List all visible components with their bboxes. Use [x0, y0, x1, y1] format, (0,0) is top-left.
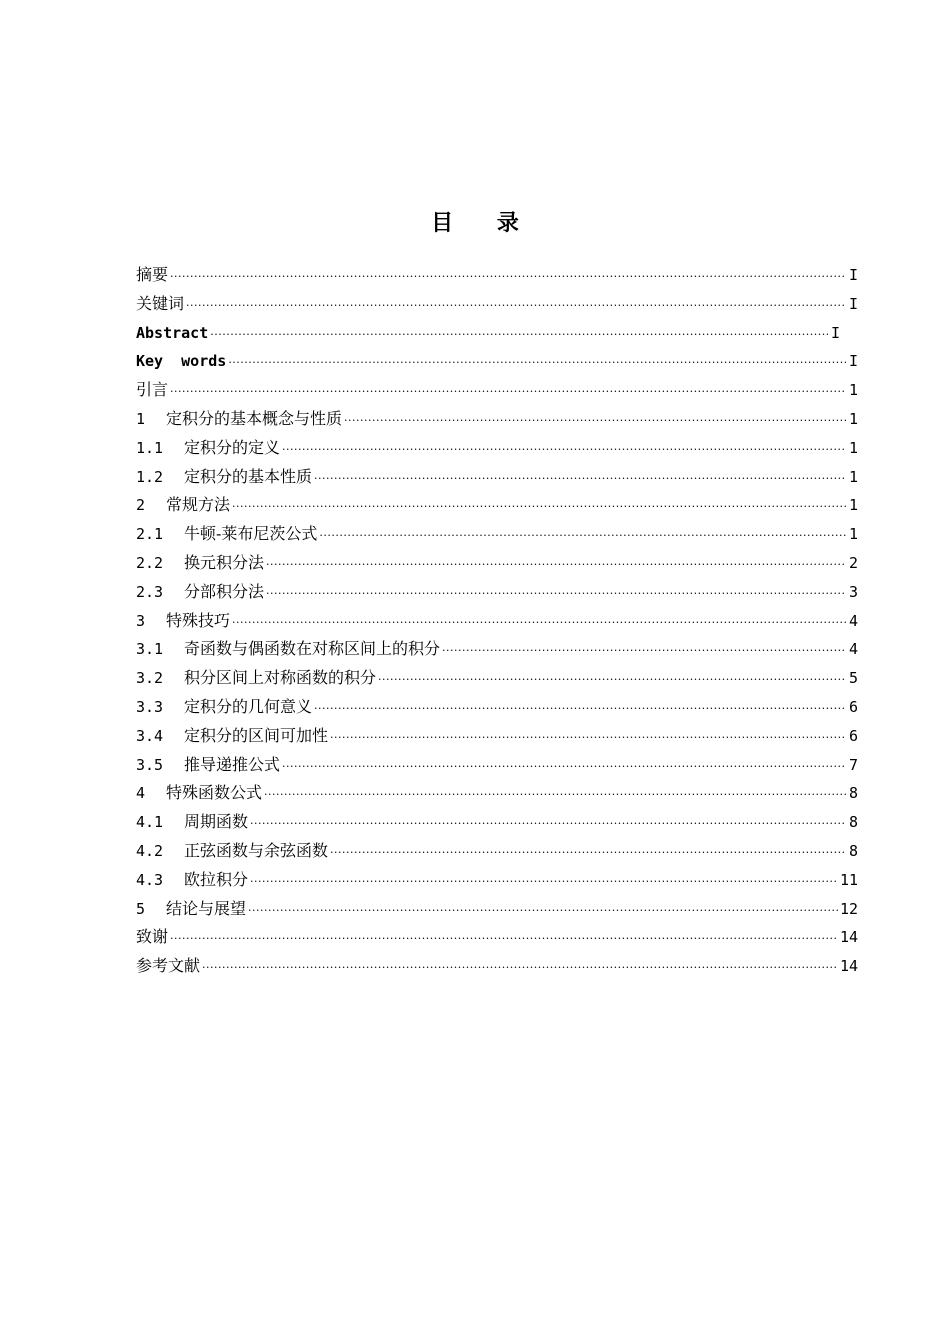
- toc-leader-dots: [378, 666, 846, 695]
- toc-entry-number: 4.1: [136, 813, 164, 832]
- toc-entry-label: 欧拉积分: [184, 869, 249, 889]
- toc-entry-number: 4: [136, 784, 146, 803]
- toc-entry-label: 特殊函数公式: [166, 783, 263, 803]
- toc-leader-dots: [186, 292, 846, 321]
- toc-entry-page: 4: [848, 640, 858, 659]
- toc-leader-dots: [330, 839, 846, 868]
- toc-entry-page: 14: [839, 957, 858, 976]
- toc-entry-label: Key words: [136, 352, 227, 371]
- toc-leader-dots: [228, 349, 846, 378]
- toc-entry-label: 常规方法: [166, 495, 231, 515]
- toc-entry-label: 特殊技巧: [166, 610, 231, 630]
- toc-entry-section-4-3[interactable]: [136, 866, 858, 895]
- toc-leader-dots: [314, 695, 846, 724]
- toc-leader-dots: [344, 407, 846, 436]
- toc-entry-number: 3.5: [136, 755, 164, 774]
- toc-entry-page: I: [830, 323, 840, 342]
- toc-entry-page: 6: [848, 697, 858, 716]
- toc-entry-number: 2.2: [136, 553, 164, 572]
- toc-entry-label: 定积分的基本性质: [184, 466, 313, 486]
- toc-entry-number: 1.1: [136, 438, 164, 457]
- toc-entry-label: Abstract: [136, 323, 209, 342]
- table-of-contents: [136, 261, 858, 981]
- toc-entry-section-2-1[interactable]: [136, 520, 858, 549]
- toc-entry-introduction[interactable]: [136, 376, 858, 405]
- toc-leader-dots: [264, 781, 846, 810]
- toc-leader-dots: [330, 724, 846, 753]
- toc-entry-label: 奇函数与偶函数在对称区间上的积分: [184, 639, 441, 659]
- toc-entry-page: 12: [839, 899, 858, 918]
- toc-leader-dots: [266, 580, 846, 609]
- toc-entry-label: 推导递推公式: [184, 754, 281, 774]
- toc-entry-page: 11: [839, 870, 858, 889]
- toc-entry-number: 3.1: [136, 640, 164, 659]
- toc-entry-page: 1: [848, 467, 858, 486]
- toc-entry-chapter-1[interactable]: [136, 405, 858, 434]
- toc-entry-chapter-2[interactable]: [136, 491, 858, 520]
- toc-entry-number: 1: [136, 409, 146, 428]
- toc-entry-page: 2: [848, 553, 858, 572]
- toc-leader-dots: [232, 493, 846, 522]
- toc-entry-section-3-2[interactable]: [136, 664, 858, 693]
- toc-entry-page: 4: [848, 611, 858, 630]
- toc-entry-label: 引言: [136, 380, 169, 400]
- toc-entry-section-2-3[interactable]: [136, 578, 858, 607]
- toc-leader-dots: [266, 551, 846, 580]
- toc-entry-number: 3.3: [136, 697, 164, 716]
- toc-leader-dots: [232, 609, 846, 638]
- toc-entry-number: 3.4: [136, 726, 164, 745]
- toc-entry-keywords-cn[interactable]: [136, 290, 858, 319]
- toc-entry-label: 定积分的区间可加性: [184, 725, 329, 745]
- toc-entry-label: 积分区间上对称函数的积分: [184, 668, 377, 688]
- toc-entry-section-3-1[interactable]: [136, 635, 858, 664]
- toc-entry-section-4-2[interactable]: [136, 837, 858, 866]
- toc-leader-dots: [319, 522, 846, 551]
- toc-leader-dots: [314, 465, 846, 494]
- toc-entry-label: 分部积分法: [184, 581, 265, 601]
- toc-entry-section-3-4[interactable]: [136, 722, 858, 751]
- toc-entry-number: 5: [136, 899, 146, 918]
- toc-leader-dots: [282, 753, 846, 782]
- toc-entry-page: I: [848, 294, 858, 313]
- toc-entry-page: 1: [848, 525, 858, 544]
- toc-entry-page: 8: [848, 784, 858, 803]
- toc-entry-label: 结论与展望: [166, 898, 247, 918]
- toc-leader-dots: [170, 263, 846, 292]
- toc-entry-number: 2.1: [136, 525, 164, 544]
- toc-entry-abstract-cn[interactable]: [136, 261, 858, 290]
- toc-entry-number: 4.3: [136, 870, 164, 889]
- toc-entry-acknowledgements[interactable]: [136, 923, 858, 952]
- toc-entry-section-1-2[interactable]: [136, 463, 858, 492]
- toc-title: 目 录: [431, 211, 537, 236]
- toc-entry-keywords-en[interactable]: [136, 347, 858, 376]
- toc-entry-page: 6: [848, 726, 858, 745]
- toc-leader-dots: [250, 810, 846, 839]
- toc-entry-page: I: [848, 266, 858, 284]
- toc-entry-label: 致谢: [136, 927, 169, 947]
- toc-leader-dots: [282, 436, 846, 465]
- toc-entry-number: 4.2: [136, 841, 164, 860]
- toc-leader-dots: [202, 954, 838, 983]
- toc-entry-page: 1: [848, 496, 858, 515]
- toc-entry-number: 2: [136, 496, 146, 515]
- toc-entry-section-4-1[interactable]: [136, 808, 858, 837]
- toc-leader-dots: [250, 868, 838, 897]
- toc-entry-chapter-3[interactable]: [136, 607, 858, 636]
- toc-entry-label: 摘要: [136, 265, 169, 284]
- toc-entry-page: 14: [839, 928, 858, 947]
- toc-entry-page: I: [848, 352, 858, 371]
- toc-entry-label: 定积分的基本概念与性质: [166, 408, 343, 428]
- toc-entry-page: 5: [848, 669, 858, 688]
- toc-leader-dots: [170, 378, 846, 407]
- toc-entry-label: 正弦函数与余弦函数: [184, 840, 329, 860]
- toc-entry-label: 关键词: [136, 293, 185, 313]
- toc-entry-page: 8: [848, 813, 858, 832]
- toc-leader-dots: [442, 637, 846, 666]
- toc-entry-section-3-5[interactable]: [136, 751, 858, 780]
- toc-entry-number: 3.2: [136, 669, 164, 688]
- toc-entry-label: 换元积分法: [184, 552, 265, 572]
- toc-entry-page: 8: [848, 841, 858, 860]
- toc-entry-section-3-3[interactable]: [136, 693, 858, 722]
- toc-entry-chapter-5[interactable]: [136, 895, 858, 924]
- toc-leader-dots: [248, 897, 838, 926]
- toc-entry-label: 牛顿-莱布尼茨公式: [184, 524, 318, 544]
- toc-entry-page: 1: [848, 409, 858, 428]
- toc-leader-dots: [210, 321, 828, 350]
- toc-entry-section-1-1[interactable]: [136, 434, 858, 463]
- toc-entry-label: 定积分的定义: [184, 437, 281, 457]
- toc-entry-label: 参考文献: [136, 956, 201, 976]
- toc-entry-label: 定积分的几何意义: [184, 696, 313, 716]
- toc-entry-page: 1: [848, 381, 858, 400]
- toc-entry-section-2-2[interactable]: [136, 549, 858, 578]
- toc-entry-number: 3: [136, 611, 146, 630]
- toc-entry-page: 3: [848, 582, 858, 601]
- toc-entry-label: 周期函数: [184, 812, 249, 832]
- toc-entry-number: 2.3: [136, 582, 164, 601]
- toc-entry-chapter-4[interactable]: [136, 779, 858, 808]
- toc-entry-number: 1.2: [136, 467, 164, 486]
- toc-leader-dots: [170, 925, 838, 954]
- toc-entry-abstract-en[interactable]: [136, 319, 858, 348]
- toc-entry-page: 7: [848, 755, 858, 774]
- toc-entry-page: 1: [848, 438, 858, 457]
- toc-entry-references[interactable]: [136, 952, 858, 981]
